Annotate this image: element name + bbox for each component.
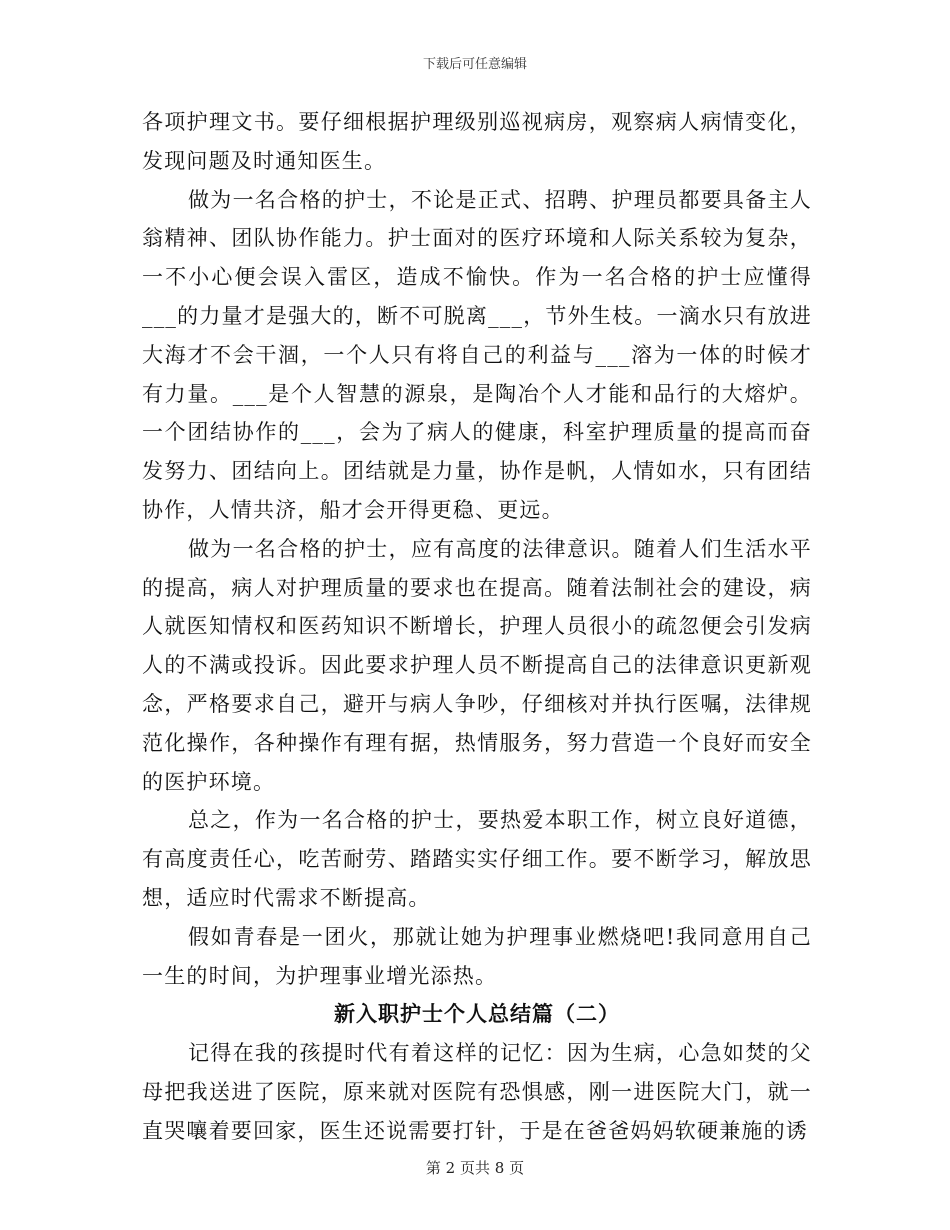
paragraph-summary: 总之，作为一名合格的护士，要热爱本职工作，树立良好道德，有高度责任心，吃苦耐劳、踏踏实实仔细工作。要不断学习，解放思想，适应时代需求不断提高。 — [142, 808, 812, 910]
section-title: 新入职护士个人总结篇（二） — [334, 1001, 620, 1027]
paragraph-teamwork: 做为一名合格的护士，不论是正式、招聘、护理员都要具备主人翁精神、团队协作能力。护士面对的医疗环境和人际关系较为复杂，一不小心便会误入雷区，造成不愉快。作为一名合格的护士应懂得___的力量才是强大的，断不可脱离___，节外生枝。一滴水只有放进大海才不会干涸，一个人只有将自己的利益与___溶为一体的时候才有力量。___是个人智慧的源泉，是陶冶个人才能和品行的大熔炉。一个团结协作的___，会为了病人的健康，科室护理质量的提高而奋发努力、团结向上。团结就是力量，协作是帆，人情如水，只有团结协作，人情共济，船才会开得更稳、更远。 — [142, 187, 812, 522]
paragraph-legal-awareness: 做为一名合格的护士，应有高度的法律意识。随着人们生活水平的提高，病人对护理质量的要求也在提高。随着法制社会的建设，病人就医知情权和医药知识不断增长，护理人员很小的疏忽便会引发病人的不满或投诉。因此要求护理人员不断提高自己的法律意识更新观念，严格要求自己，避开与病人争吵，仔细核对并执行医嘱，法律规范化操作，各种操作有理有据，热情服务，努力营造一个良好而安全的医护环境。 — [142, 536, 812, 794]
page-header: 下载后可任意编辑 — [422, 57, 527, 72]
paragraph-section-two-intro: 记得在我的孩提时代有着这样的记忆：因为生病，心急如焚的父母把我送进了医院，原来就对医院有恐惧感，刚一进医院大门，就一直哭嚷着要回家，医生还说需要打针，于是在爸爸妈妈软硬兼施的诱 — [142, 1041, 812, 1143]
document-body — [142, 103, 812, 1151]
paragraph-closing: 假如青春是一团火，那就让她为护理事业燃烧吧!我同意用自己一生的时间，为护理事业增光添热。 — [142, 924, 812, 988]
page-footer: 第 2 页共 8 页 — [425, 1159, 525, 1177]
paragraph-continuation: 各项护理文书。要仔细根据护理级别巡视病房，观察病人病情变化，发现问题及时通知医生。 — [142, 110, 812, 173]
